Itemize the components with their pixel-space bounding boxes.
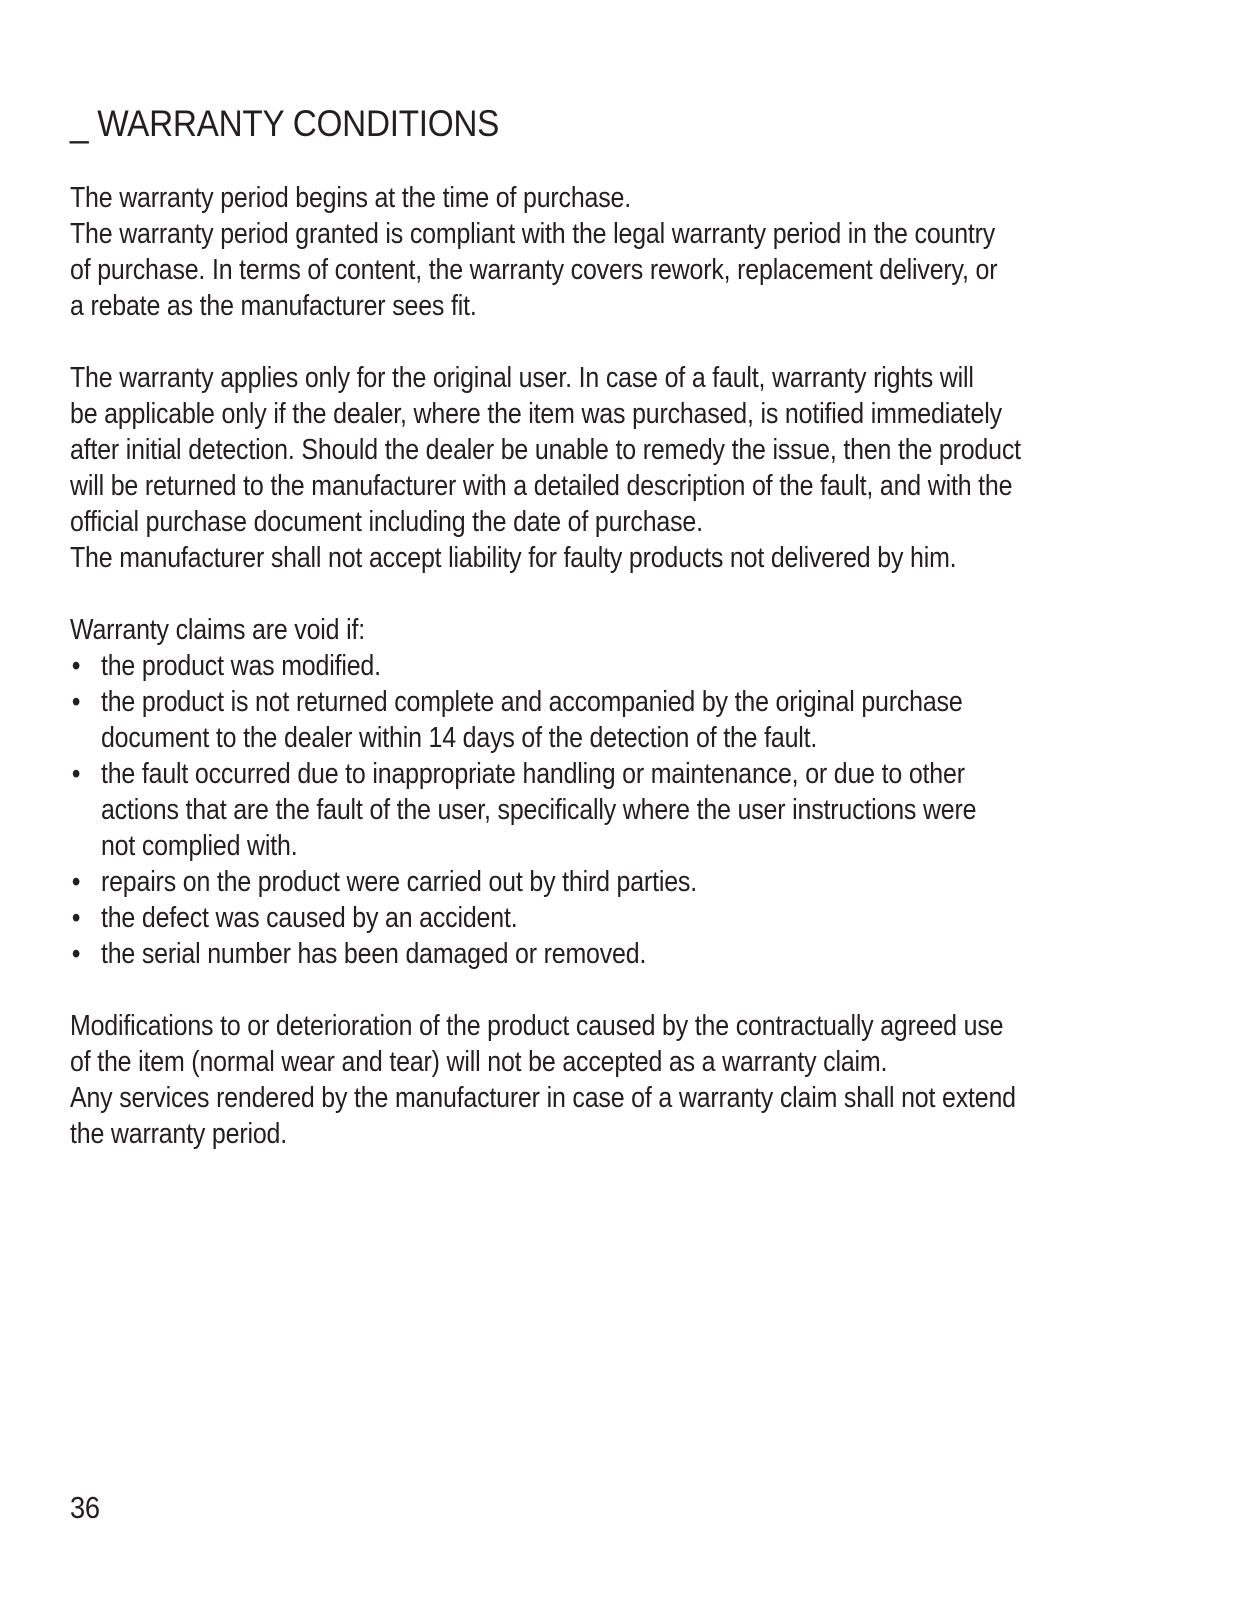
text-line: the serial number has been damaged or removed. xyxy=(100,938,647,970)
paragraph-spacer xyxy=(70,576,1149,612)
text-line: the fault occurred due to inappropriate handling or maintenance, or due to other xyxy=(100,758,965,790)
text-line: be applicable only if the dealer, where the item was purchased, is notified immediately xyxy=(70,398,1002,430)
text-line: Modifications to or deterioration of the product caused by the contractually agreed use xyxy=(70,1010,1004,1042)
paragraph-spacer xyxy=(70,972,1149,1008)
list-item xyxy=(70,936,1149,972)
text-line: of purchase. In terms of content, the warranty covers rework, replacement delivery, or xyxy=(70,254,998,286)
text-line: the warranty period. xyxy=(70,1118,287,1150)
paragraph-warranty-period xyxy=(70,180,1149,324)
bullet-icon: • xyxy=(71,866,81,898)
text-line: the defect was caused by an accident. xyxy=(100,902,518,934)
text-line: of the item (normal wear and tear) will not be accepted as a warranty claim. xyxy=(70,1046,888,1078)
text-line: official purchase document including the date of purchase. xyxy=(70,506,703,538)
text-line: The warranty applies only for the original user. In case of a fault, warranty rights will xyxy=(70,362,974,394)
text-line: the product was modified. xyxy=(100,650,381,682)
list-item xyxy=(70,648,1149,684)
text-line: document to the dealer within 14 days of the detection of the fault. xyxy=(100,722,818,754)
list-item xyxy=(70,864,1149,900)
bullet-icon: • xyxy=(71,902,81,934)
list-item xyxy=(70,684,1149,756)
text-line: will be returned to the manufacturer with a detailed description of the fault, and with the xyxy=(70,470,1013,502)
text-line: The manufacturer shall not accept liability for faulty products not delivered by him. xyxy=(70,542,957,574)
paragraph-original-user xyxy=(70,360,1149,576)
text-line: after initial detection. Should the dealer be unable to remedy the issue, then the product xyxy=(70,434,1021,466)
void-intro: Warranty claims are void if: xyxy=(70,614,366,646)
text-line: Any services rendered by the manufacturer in case of a warranty claim shall not extend xyxy=(70,1082,1016,1114)
bullet-icon: • xyxy=(71,758,81,790)
list-item xyxy=(70,756,1149,864)
page-title: _ WARRANTY CONDITIONS xyxy=(70,103,500,144)
document-body xyxy=(70,180,1149,1152)
text-line: not complied with. xyxy=(100,830,298,862)
text-line: The warranty period granted is compliant with the legal warranty period in the country xyxy=(70,218,996,250)
text-line: a rebate as the manufacturer sees fit. xyxy=(70,290,477,322)
paragraph-spacer xyxy=(70,324,1149,360)
text-line: repairs on the product were carried out by third parties. xyxy=(100,866,697,898)
bullet-icon: • xyxy=(71,686,81,718)
bullet-icon: • xyxy=(71,938,81,970)
void-conditions-list xyxy=(70,648,1149,972)
page-number: 36 xyxy=(70,1490,100,1525)
bullet-icon: • xyxy=(71,650,81,682)
text-line: actions that are the fault of the user, specifically where the user instructions were xyxy=(100,794,977,826)
paragraph-normal-wear xyxy=(70,1008,1149,1152)
document-page xyxy=(70,98,1150,1152)
text-line: The warranty period begins at the time of purchase. xyxy=(70,182,632,214)
text-line: the product is not returned complete and accompanied by the original purchase xyxy=(100,686,963,718)
list-item xyxy=(70,900,1149,936)
